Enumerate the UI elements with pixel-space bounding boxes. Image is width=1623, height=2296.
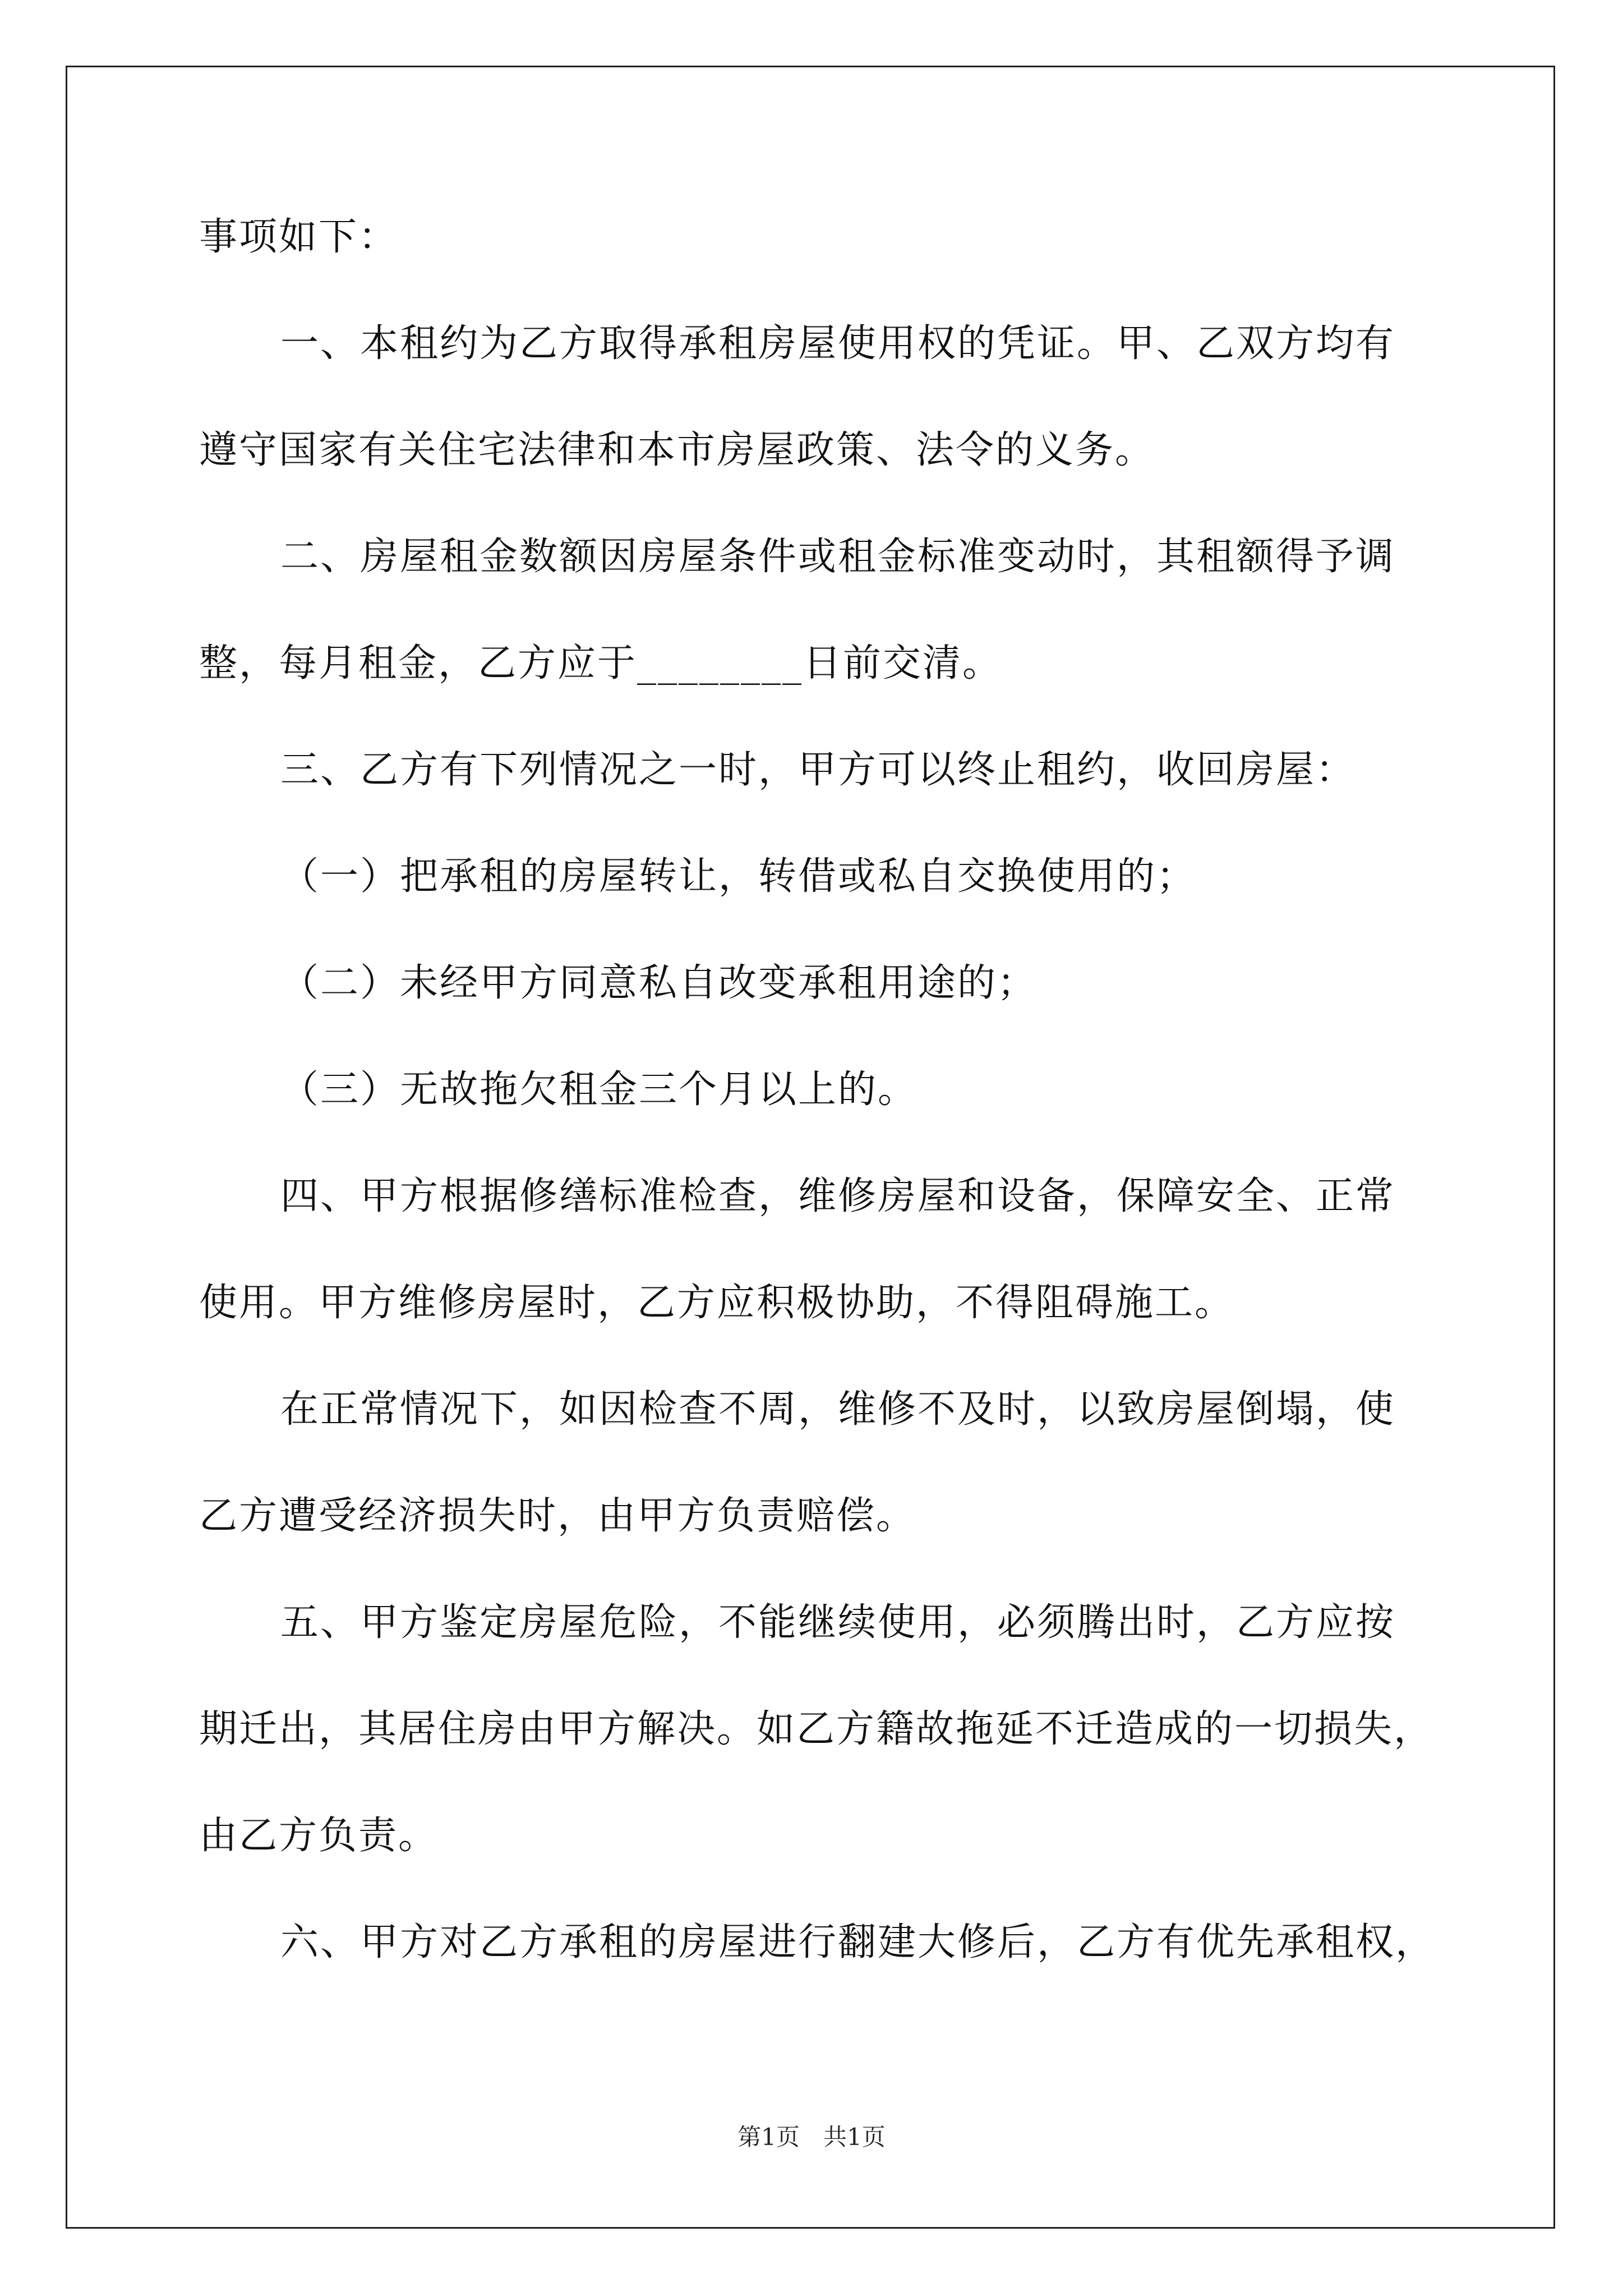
text-line: （一）把承租的房屋转让，转借或私自交换使用的； <box>280 854 1197 899</box>
text-line: 整，每月租金，乙方应于________日前交清。 <box>199 641 1003 685</box>
text-line: 遵守国家有关住宅法律和本市房屋政策、法令的义务。 <box>199 428 1155 472</box>
text-line: 使用。甲方维修房屋时，乙方应积极协助，不得阻碍施工。 <box>199 1281 1235 1325</box>
text-line: 在正常情况下，如因检查不周，维修不及时，以致房屋倒塌，使 <box>280 1387 1396 1432</box>
text-line: 三、乙方有下列情况之一时，甲方可以终止租约，收回房屋： <box>280 748 1356 792</box>
text-line: 由乙方负责。 <box>199 1814 439 1858</box>
text-line: 事项如下： <box>199 215 399 259</box>
text-line: （二）未经甲方同意私自改变承租用途的； <box>280 961 1038 1005</box>
text-line: 乙方遭受经济损失时，由甲方负责赔偿。 <box>199 1494 916 1538</box>
text-line: 二、房屋租金数额因房屋条件或租金标准变动时，其租额得予调 <box>280 535 1396 579</box>
text-line: 六、甲方对乙方承租的房屋进行翻建大修后，乙方有优先承租权， <box>280 1920 1436 1964</box>
text-line: 一、本租约为乙方取得承租房屋使用权的凭证。甲、乙双方均有 <box>280 321 1396 366</box>
text-line: 五、甲方鉴定房屋危险，不能继续使用，必须腾出时，乙方应按 <box>280 1600 1396 1645</box>
page-footer: 第1页 共1页 <box>737 2123 886 2151</box>
text-line: （三）无故拖欠租金三个月以上的。 <box>280 1068 918 1112</box>
text-line: 四、甲方根据修缮标准检查，维修房屋和设备，保障安全、正常 <box>280 1174 1396 1218</box>
page-frame <box>66 66 1555 2229</box>
text-line: 期迁出，其居住房由甲方解决。如乙方籍故拖延不迁造成的一切损失， <box>199 1707 1434 1751</box>
